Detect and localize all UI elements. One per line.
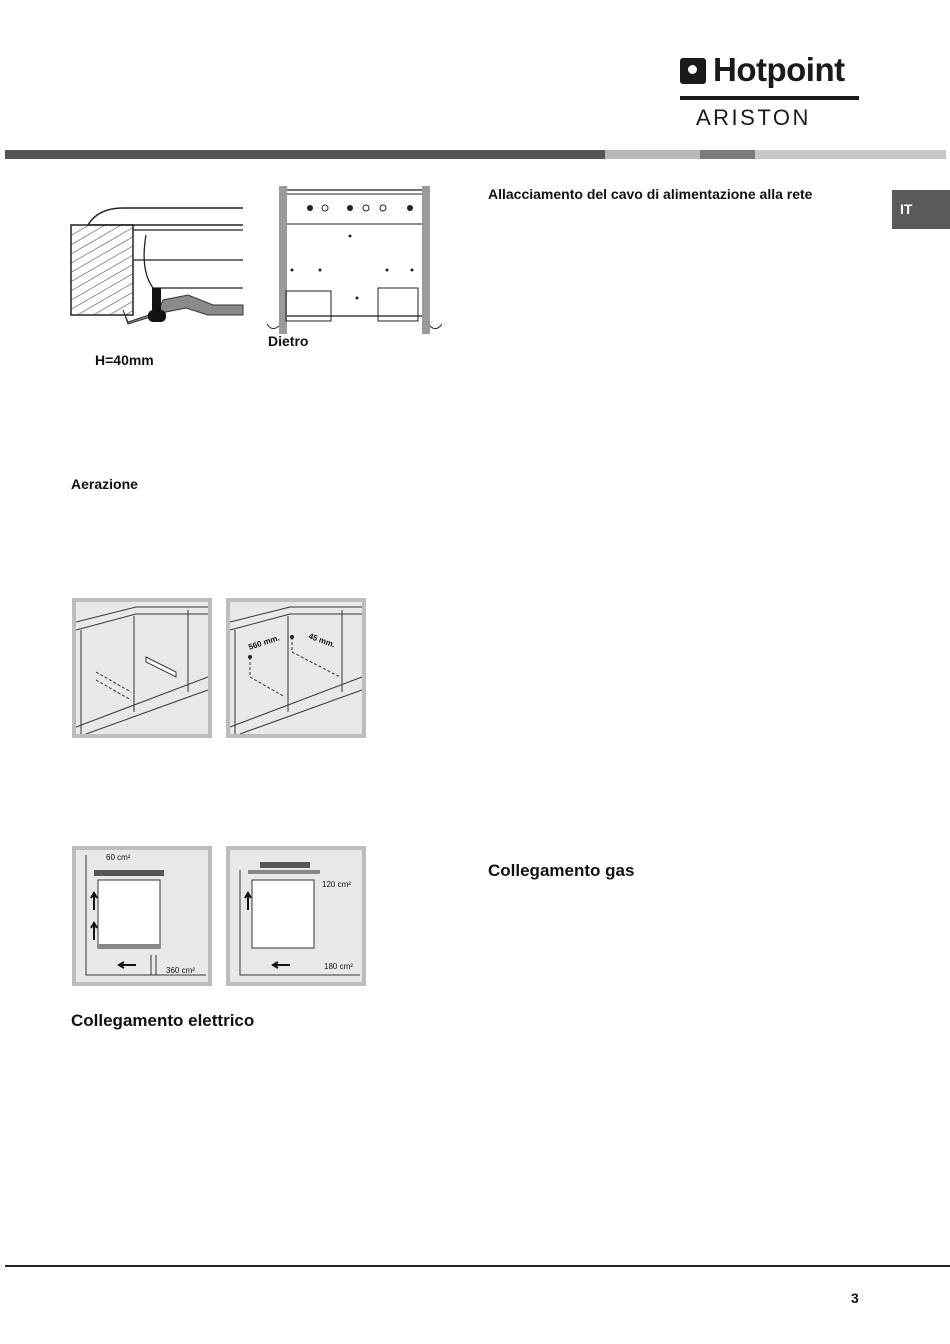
cabinet-vent-figure-1 [72, 598, 212, 738]
rear-view-diagram [262, 186, 442, 334]
logo-rule [680, 96, 859, 100]
cabinet-drawing [76, 602, 208, 734]
header-bar-light-end [755, 150, 946, 159]
rear-label: Dietro [268, 333, 309, 349]
header-bar-mid [700, 150, 755, 159]
vent-360-label: 360 cm² [166, 966, 195, 975]
leveling-foot-diagram [68, 200, 248, 330]
brand-logo [680, 51, 860, 135]
brand-name: Hotpoint [713, 51, 845, 88]
collegamento-gas-heading: Collegamento gas [488, 861, 635, 880]
ventilation-figure-1 [72, 846, 212, 986]
ventilation-figure-2 [226, 846, 366, 986]
header-bar-dark [5, 150, 605, 159]
header-bar [5, 150, 946, 159]
header-bar-light [605, 150, 700, 159]
height-label: H=40mm [95, 352, 154, 368]
aerazione-heading: Aerazione [71, 476, 138, 492]
vent-60-label: 60 cm² [106, 853, 131, 862]
dimension-560: 560 mm. [247, 633, 281, 652]
vent-180-label: 180 cm² [324, 962, 353, 971]
language-tab[interactable]: IT [892, 190, 950, 229]
allacciamento-heading: Allacciamento del cavo di alimentazione alla rete [488, 186, 813, 202]
dimension-45: 45 mm. [307, 631, 337, 650]
footer-rule [5, 1265, 950, 1267]
sub-brand-name: ARISTON [696, 105, 811, 130]
collegamento-elettrico-heading: Collegamento elettrico [71, 1011, 255, 1030]
cabinet-dimensions-drawing [230, 602, 362, 734]
cabinet-vent-figure-2 [226, 598, 366, 738]
vent-120-label: 120 cm² [322, 880, 351, 889]
ventilation-drawing-1 [76, 850, 208, 982]
logo-mark-icon [680, 58, 706, 84]
page-number: 3 [851, 1290, 859, 1306]
